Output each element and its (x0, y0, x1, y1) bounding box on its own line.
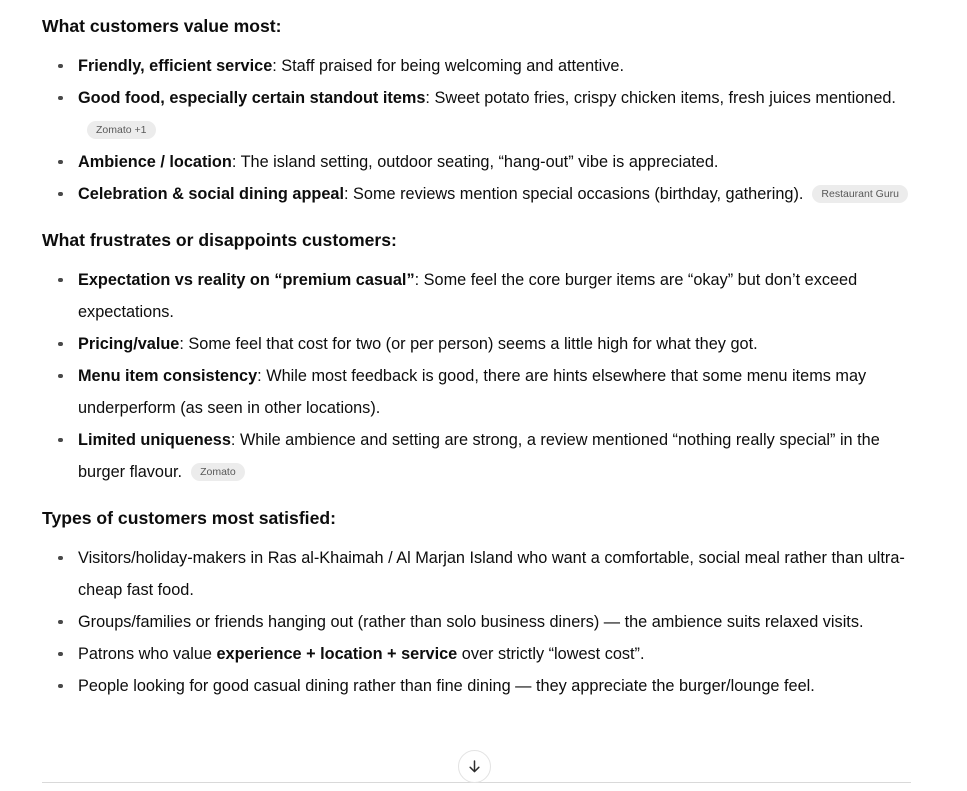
bold-text: Expectation vs reality on “premium casual” (78, 271, 415, 289)
body-text: : The island setting, outdoor seating, “hang-out” vibe is appreciated. (231, 153, 719, 171)
bold-text: Menu item consistency (78, 367, 258, 385)
section-heading: Types of customers most satisfied: (42, 508, 336, 528)
bullet-list (42, 542, 911, 702)
bold-text: experience + location + service (216, 645, 458, 663)
bullet-list (42, 50, 911, 210)
body-text: : Some feel that cost for two (or per person) seems a little high for what they got. (179, 335, 758, 353)
citation-badge[interactable]: Zomato (191, 463, 245, 481)
content-section (42, 12, 911, 210)
body-text: Groups/families or friends hanging out (rather than solo business diners) — the ambience suits relaxed visits. (78, 613, 864, 631)
bold-text: Friendly, efficient service (78, 57, 273, 75)
list-item (78, 264, 911, 328)
content-section (42, 226, 911, 488)
section-heading: What customers value most: (42, 16, 282, 36)
arrow-down-icon (466, 758, 483, 775)
bullet-list (42, 264, 911, 488)
body-text: over strictly “lowest cost”. (457, 645, 645, 663)
bold-text: Celebration & social dining appeal (78, 185, 344, 203)
list-item (78, 638, 911, 670)
body-text: Patrons who value (78, 645, 217, 663)
scroll-to-bottom-button[interactable] (458, 750, 491, 783)
list-item (78, 82, 911, 146)
list-item (78, 606, 911, 638)
citation-badge[interactable]: Restaurant Guru (812, 185, 908, 203)
list-item (78, 50, 911, 82)
body-text: : While most feedback is good, there are hints elsewhere that some menu items may underperform (as seen in other locations). (78, 367, 867, 417)
content-section (42, 504, 911, 702)
bold-text: Ambience / location (78, 153, 232, 171)
body-text: People looking for good casual dining rather than fine dining — they appreciate the burger/lounge feel. (78, 677, 815, 695)
list-item (78, 328, 911, 360)
list-item (78, 146, 911, 178)
body-text: : While ambience and setting are strong, a review mentioned “nothing really special” in the burger flavour. (78, 431, 880, 481)
section-heading: What frustrates or disappoints customers: (42, 230, 397, 250)
body-text: : Some feel the core burger items are “okay” but don’t exceed expectations. (78, 271, 858, 321)
bold-text: Limited uniqueness (78, 431, 231, 449)
bold-text: Good food, especially certain standout items (78, 89, 426, 107)
list-item (78, 670, 911, 702)
body-text: : Sweet potato fries, crispy chicken items, fresh juices mentioned. (425, 89, 896, 107)
body-text: Visitors/holiday-makers in Ras al-Khaimah / Al Marjan Island who want a comfortable, social meal rather than ultra-cheap fast food. (78, 549, 905, 599)
list-item (78, 424, 911, 488)
list-item (78, 542, 911, 606)
bold-text: Pricing/value (78, 335, 180, 353)
citation-badge[interactable]: Zomato +1 (87, 121, 156, 139)
list-item (78, 178, 911, 210)
list-item (78, 360, 911, 424)
message-content (42, 0, 911, 702)
body-text: : Staff praised for being welcoming and attentive. (272, 57, 625, 75)
body-text: : Some reviews mention special occasions (birthday, gathering). (343, 185, 804, 203)
